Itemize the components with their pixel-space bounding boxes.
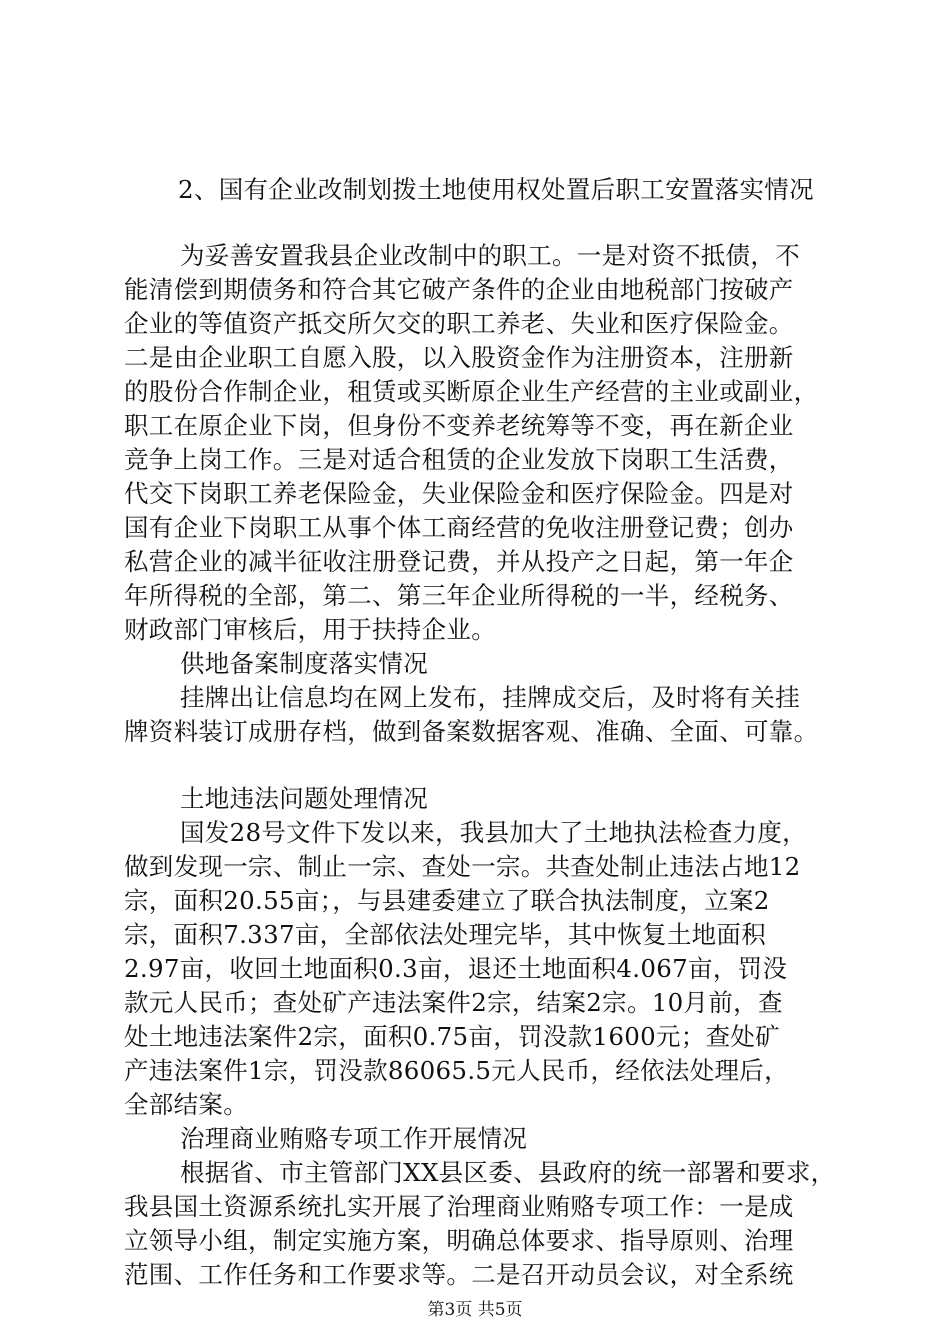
body-line: 为妥善安置我县企业改制中的职工。一是对资不抵债，不 (180, 241, 800, 270)
body-line: 牌资料装订成册存档，做到备案数据客观、准确、全面、可靠。 (124, 717, 819, 746)
body-line: 立领导小组，制定实施方案，明确总体要求、指导原则、治理 (124, 1226, 794, 1255)
body-line: 产违法案件1宗，罚没款86065.5元人民币，经依法处理后， (124, 1056, 789, 1085)
body-line: 处土地违法案件2宗，面积0.75亩，罚没款1600元；查处矿 (124, 1022, 780, 1051)
body-line: 的股份合作制企业，租赁或买断原企业生产经营的主业或副业， (124, 377, 819, 406)
body-line: 我县国土资源系统扎实开展了治理商业贿赂专项工作：一是成 (124, 1192, 794, 1221)
body-line: 范围、工作任务和工作要求等。二是召开动员会议，对全系统 (124, 1260, 794, 1289)
subheading-land-violations: 土地违法问题处理情况 (180, 784, 428, 813)
body-line: 做到发现一宗、制止一宗、查处一宗。共查处制止违法占地12 (124, 852, 801, 881)
body-line: 宗，面积7.337亩，全部依法处理完毕，其中恢复土地面积 (124, 920, 767, 949)
section-heading: 2、国有企业改制划拨土地使用权处置后职工安置落实情况 (178, 175, 814, 204)
body-line: 款元人民币；查处矿产违法案件2宗，结案2宗。10月前，查 (124, 988, 783, 1017)
body-line: 职工在原企业下岗，但身份不变养老统筹等不变，再在新企业 (124, 411, 794, 440)
body-line: 能清偿到期债务和符合其它破产条件的企业由地税部门按破产 (124, 275, 794, 304)
subheading-anti-bribery: 治理商业贿赂专项工作开展情况 (180, 1124, 528, 1153)
body-line: 代交下岗职工养老保险金，失业保险金和医疗保险金。四是对 (124, 479, 794, 508)
body-line: 国发28号文件下发以来，我县加大了土地执法检查力度， (180, 818, 807, 847)
body-line: 私营企业的减半征收注册登记费，并从投产之日起，第一年企 (124, 547, 794, 576)
body-line: 财政部门审核后，用于扶持企业。 (124, 615, 496, 644)
body-line: 企业的等值资产抵交所欠交的职工养老、失业和医疗保险金。 (124, 309, 794, 338)
body-line: 全部结案。 (124, 1090, 248, 1119)
body-line: 宗，面积20.55亩；，与县建委建立了联合执法制度，立案2 (124, 886, 770, 915)
body-line: 挂牌出让信息均在网上发布，挂牌成交后，及时将有关挂 (180, 683, 800, 712)
page-number: 第3页 共5页 (427, 1300, 523, 1320)
body-line: 年所得税的全部，第二、第三年企业所得税的一半，经税务、 (124, 581, 794, 610)
body-line: 2.97亩，收回土地面积0.3亩，退还土地面积4.067亩，罚没 (124, 954, 788, 983)
body-line: 根据省、市主管部门XX县区委、县政府的统一部署和要求， (180, 1158, 836, 1187)
body-line: 二是由企业职工自愿入股，以入股资金作为注册资本，注册新 (124, 343, 794, 372)
body-line: 竞争上岗工作。三是对适合租赁的企业发放下岗职工生活费， (124, 445, 794, 474)
body-line: 国有企业下岗职工从事个体工商经营的免收注册登记费；创办 (124, 513, 794, 542)
subheading-filing-system: 供地备案制度落实情况 (180, 649, 428, 678)
